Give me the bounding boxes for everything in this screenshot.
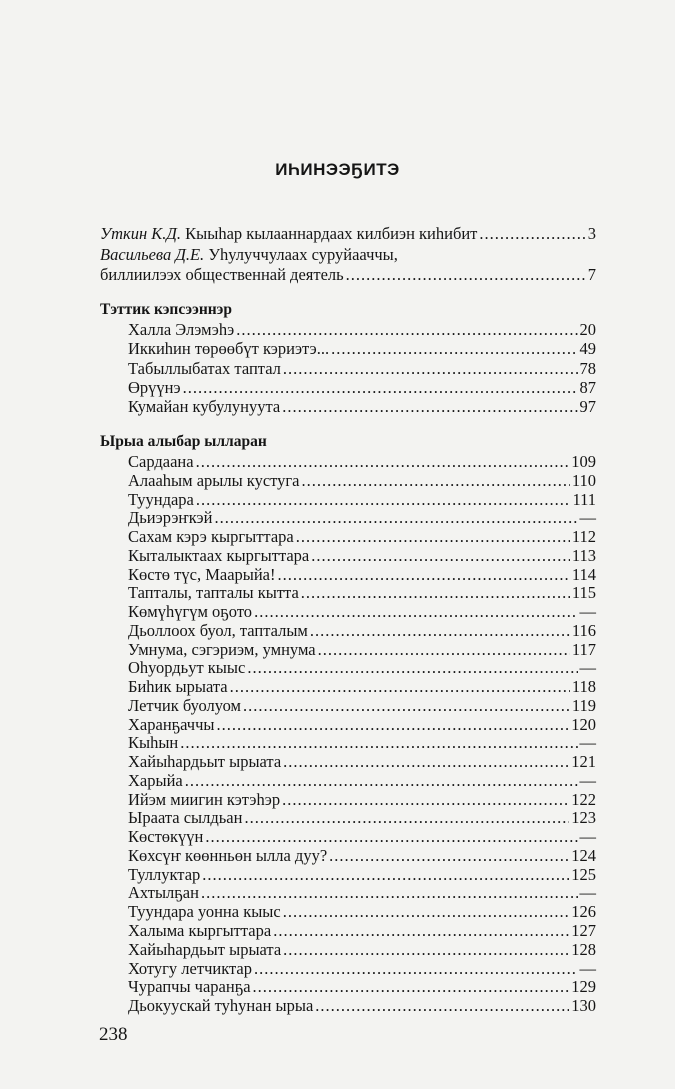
dot-leader xyxy=(283,752,569,771)
dot-leader xyxy=(253,977,570,996)
toc-entry xyxy=(128,490,596,509)
toc-entry xyxy=(128,527,596,546)
dot-leader xyxy=(315,996,569,1015)
dot-leader xyxy=(331,339,577,358)
entry-page: 122 xyxy=(571,789,596,809)
entry-title: Иккиһин төрөөбүт кэриэтэ... xyxy=(128,339,330,359)
entry-title: Хайыһардьыт ырыата xyxy=(128,939,282,959)
section-heading: Ырыа алыбар ылларан xyxy=(100,433,267,450)
entry-page: 119 xyxy=(571,695,596,715)
dot-leader xyxy=(296,527,570,546)
entry-title: Летчик буолуом xyxy=(128,695,241,715)
entry-title: Кыыһар кылааннардаах килбиэн киһибит xyxy=(185,224,478,243)
entry-page: 87 xyxy=(579,377,596,397)
dot-leader xyxy=(183,378,578,397)
toc-entry xyxy=(128,339,596,358)
dot-leader xyxy=(282,397,577,416)
entry-title: Биһик ырыата xyxy=(128,677,228,697)
toc-entry xyxy=(128,602,596,621)
toc-entry xyxy=(128,696,596,715)
section-heading: Тэттик кэпсээннэр xyxy=(100,301,232,318)
dot-leader xyxy=(243,696,570,715)
dot-leader xyxy=(202,865,569,884)
toc-entry xyxy=(128,565,596,584)
entry-title: Көстө түс, Маарыйа! xyxy=(128,564,276,584)
dot-leader xyxy=(244,808,569,827)
entry-page: 20 xyxy=(579,320,596,339)
dot-leader xyxy=(329,846,569,865)
entry-page: 97 xyxy=(579,397,596,417)
entry-title: Харыйа xyxy=(128,770,183,790)
toc-entry xyxy=(128,940,596,959)
dot-leader xyxy=(302,471,570,490)
entry-title: Дьокуускай туһунан ырыа xyxy=(128,996,314,1016)
page-title: ИҺИНЭЭҔИТЭ xyxy=(275,160,400,179)
entry-title: Ыраата сылдьан xyxy=(128,808,243,828)
entry-title: Дьиэрэҥкэй xyxy=(128,508,213,528)
entry-title: Дьоллоох буол, тапталым xyxy=(128,620,308,640)
entry-title: Оһуордьут кыыс xyxy=(128,658,246,678)
dot-leader xyxy=(236,320,577,339)
entry-page: 78 xyxy=(579,358,596,378)
entry-title: Кыталыктаах кыргыттара xyxy=(128,545,310,565)
entry-page: — xyxy=(579,827,596,847)
dot-leader xyxy=(214,508,577,527)
dot-leader xyxy=(283,940,569,959)
entry-page: 109 xyxy=(571,452,596,471)
entry-title: Туундара xyxy=(128,489,194,509)
entry-page: 115 xyxy=(571,583,596,603)
toc-entry xyxy=(128,452,596,471)
entry-page: 116 xyxy=(571,620,596,640)
dot-leader xyxy=(346,265,586,284)
toc-entry xyxy=(128,771,596,790)
entry-title: Көстөкүүн xyxy=(128,827,204,847)
toc-entry xyxy=(128,827,596,846)
page-number: 238 xyxy=(99,1024,128,1045)
entry-title: Кыһын xyxy=(128,733,179,753)
entry-title: Туллуктар xyxy=(128,864,201,884)
toc-entry xyxy=(128,752,596,771)
toc-entry xyxy=(128,640,596,659)
entry-title-cont: биллиилээх общественнай деятель xyxy=(100,265,344,284)
entry-title: Тапталы, тапталы кытта xyxy=(128,583,299,603)
toc-entry xyxy=(128,359,596,378)
entry-page: 124 xyxy=(571,845,596,865)
entry-page: 3 xyxy=(587,224,596,243)
entry-page: 49 xyxy=(579,339,596,359)
entry-title: Халыма кыргыттара xyxy=(128,921,272,940)
entry-page: 7 xyxy=(587,265,596,284)
dot-leader xyxy=(301,583,570,602)
toc-entry xyxy=(128,546,596,565)
entry-page: 113 xyxy=(571,545,596,565)
entry-title: Кумайан кубулунуута xyxy=(128,397,281,417)
dot-leader xyxy=(310,621,570,640)
dot-leader xyxy=(230,677,570,696)
entry-title: Ахтылҕан xyxy=(128,883,199,903)
entry-title: Алааһым арылы кустуга xyxy=(128,470,300,490)
entry-author: Васильева Д.Е. xyxy=(100,245,205,264)
entry-author: Уткин К.Д. xyxy=(100,224,182,243)
dot-leader xyxy=(205,827,577,846)
dot-leader xyxy=(247,658,577,677)
toc-entry xyxy=(128,508,596,527)
entry-page: 128 xyxy=(571,939,596,959)
entry-page: — xyxy=(579,658,596,678)
entry-page: 117 xyxy=(571,639,596,659)
entry-title: Хайыһардьыт ырыата xyxy=(128,752,282,772)
entry-title: Туундара уонна кыыс xyxy=(128,902,281,922)
dot-leader xyxy=(283,359,578,378)
entry-page: 121 xyxy=(571,752,596,772)
entry-page: — xyxy=(579,770,596,790)
entry-title: Халла Элэмэһэ xyxy=(128,320,235,339)
toc-entry xyxy=(128,865,596,884)
entry-page: 125 xyxy=(571,864,596,884)
dot-leader xyxy=(196,452,570,471)
toc-entry xyxy=(128,658,596,677)
entry-page: 123 xyxy=(571,808,596,828)
dot-leader xyxy=(254,602,577,621)
entry-title: Сардаана xyxy=(128,452,194,471)
entry-page: 126 xyxy=(571,902,596,922)
entry-page: 127 xyxy=(571,921,596,940)
entry-title: Табыллыбатах таптал xyxy=(128,358,281,378)
dot-leader xyxy=(278,565,570,584)
entry-title: Умнума, сэгэриэм, умнума xyxy=(128,639,316,659)
entry-page: 112 xyxy=(571,527,596,547)
dot-leader xyxy=(201,883,578,902)
dot-leader xyxy=(217,715,570,734)
entry-page: 114 xyxy=(571,564,596,584)
entry-page: — xyxy=(579,508,596,528)
toc-entry xyxy=(128,397,596,416)
toc-entry xyxy=(128,996,596,1015)
dot-leader xyxy=(283,902,570,921)
toc-entry xyxy=(128,977,596,996)
entry-title: Көмүһүгүм оҕото xyxy=(128,602,253,622)
toc-entry xyxy=(128,883,596,902)
toc-entry xyxy=(128,921,596,940)
dot-leader xyxy=(479,224,585,243)
toc-entry xyxy=(128,378,596,397)
toc-entry xyxy=(128,959,596,978)
entry-page: 110 xyxy=(571,470,596,490)
toc-entry-continued xyxy=(100,265,596,284)
toc-entry xyxy=(128,583,596,602)
toc-entry xyxy=(100,245,398,264)
dot-leader xyxy=(185,771,578,790)
entry-page: — xyxy=(579,958,596,978)
entry-page: 130 xyxy=(571,996,596,1016)
toc-entry xyxy=(128,790,596,809)
toc-entry xyxy=(128,677,596,696)
entry-page: 111 xyxy=(572,489,596,509)
entry-page: 120 xyxy=(571,714,596,734)
entry-page: — xyxy=(579,602,596,622)
dot-leader xyxy=(180,733,577,752)
dot-leader xyxy=(318,640,570,659)
entry-title: Сахам кэрэ кыргыттара xyxy=(128,527,294,547)
dot-leader xyxy=(311,546,570,565)
entry-title: Өрүүнэ xyxy=(128,377,181,397)
entry-title: Чурапчы чаранҕа xyxy=(128,977,251,997)
dot-leader xyxy=(254,959,578,978)
toc-entry xyxy=(128,320,596,339)
entry-page: — xyxy=(579,733,596,753)
entry-page: 129 xyxy=(571,977,596,997)
toc-entry xyxy=(128,621,596,640)
entry-title: Ийэм миигин кэтэһэр xyxy=(128,789,281,809)
entry-title: Харанҕаччы xyxy=(128,714,215,734)
toc-entry xyxy=(128,846,596,865)
toc-entry xyxy=(128,902,596,921)
entry-title: Хотугу летчиктар xyxy=(128,958,252,978)
entry-page: 118 xyxy=(571,677,596,697)
toc-entry xyxy=(128,808,596,827)
entry-title: Көхсүҥ көөнньөн ылла дуу? xyxy=(128,845,328,865)
toc-entry xyxy=(128,715,596,734)
toc-entry xyxy=(100,224,596,243)
toc-entry xyxy=(128,471,596,490)
dot-leader xyxy=(196,490,571,509)
entry-page: — xyxy=(579,883,596,903)
toc-entry xyxy=(128,733,596,752)
dot-leader xyxy=(282,790,569,809)
dot-leader xyxy=(273,921,569,940)
entry-title: Уһулуччулаах суруйааччы, xyxy=(208,245,398,264)
